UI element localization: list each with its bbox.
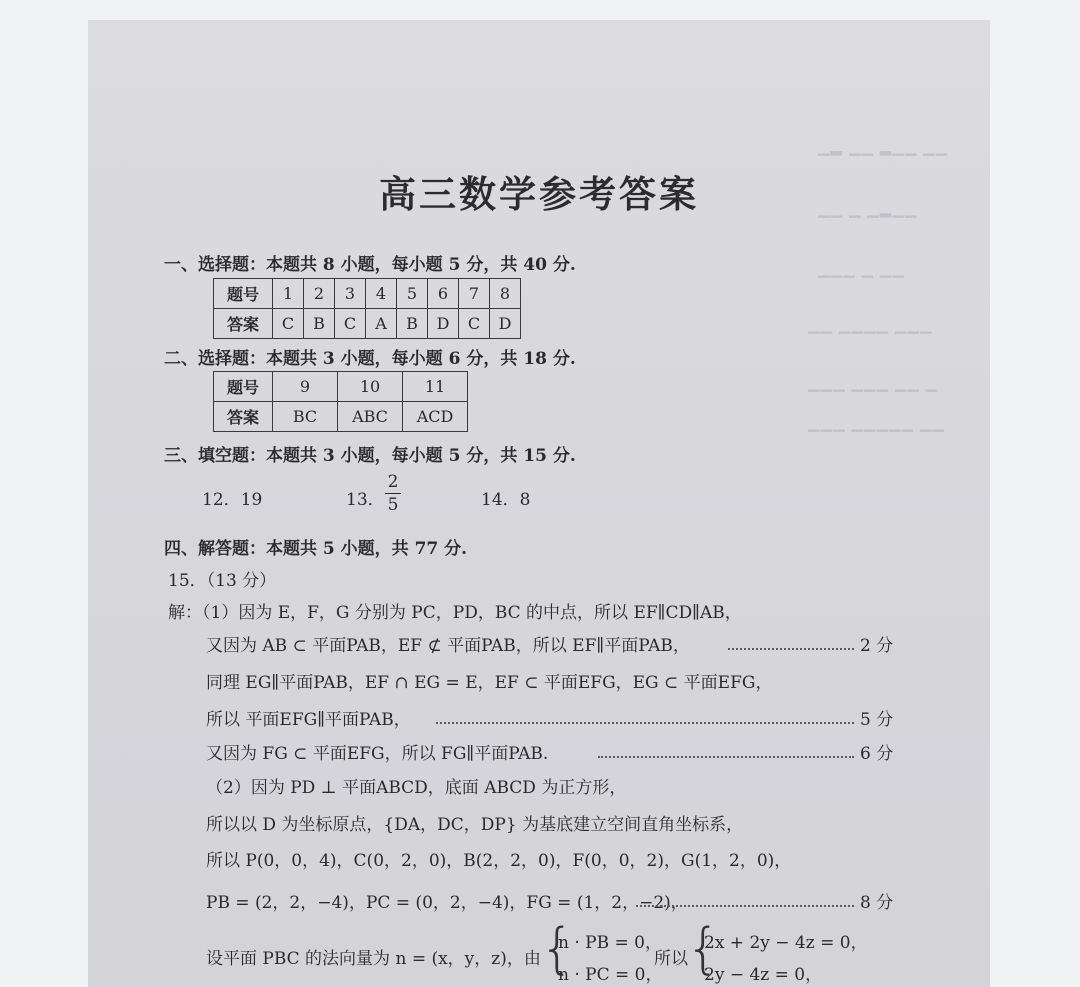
answer-13-label: 13． [346,490,385,510]
table-row [214,279,521,309]
question-15-label: 15．（13 分） [168,571,277,591]
score-label: 5 分 [860,710,894,730]
section4-heading: 四、解答题：本题共 5 小题，共 77 分. [164,539,468,559]
table-cell: A [366,309,397,339]
system1-eq2: n · PC = 0， [558,965,663,985]
system1-eq1: n · PB = 0， [558,933,662,953]
table-cell: 3 [335,279,366,309]
solution-line-5: 又因为 FG ⊂ 平面EFG，所以 FG∥平面PAB. [206,744,549,764]
table-row [214,402,468,432]
table-cell: 6 [428,279,459,309]
solution-line-4: 所以 平面EFG∥平面PAB， [206,710,411,730]
table-header-cell: 答案 [214,402,273,432]
system2-eq2: 2y − 4z = 0， [704,965,823,985]
section1-table [213,278,521,339]
answer-12: 12．19 [202,490,263,510]
score-leader-dots [436,722,854,724]
table-header-cell: 题号 [214,372,273,402]
table-cell: 11 [403,372,468,402]
solution-line-9: PB = (2，2，−4)，PC = (0，2，−4)，FG = (1，2，−2)， [206,893,688,913]
table-row [214,372,468,402]
table-cell: 5 [397,279,428,309]
table-header-cell: 答案 [214,309,273,339]
table-row [214,309,521,339]
system2-eq1: 2x + 2y − 4z = 0， [704,933,868,953]
page-title: 高三数学参考答案 [379,172,699,216]
score-label: 2 分 [860,636,894,656]
solution-line-3: 同理 EG∥平面PAB，EF ∩ EG = E，EF ⊂ 平面EFG，EG ⊂ 平面EFG， [206,673,773,693]
solution-line-6: （2）因为 PD ⊥ 平面ABCD，底面 ABCD 为正方形， [206,778,627,798]
table-cell: C [273,309,304,339]
section1-heading: 一、选择题：本题共 8 小题，每小题 5 分，共 40 分. [164,255,576,275]
bleed-through: ▁▂ ▁▁ ▂▁▁ ▁▁ [818,138,949,156]
table-cell: C [335,309,366,339]
table-cell: B [304,309,335,339]
fraction-denominator: 5 [387,495,399,515]
table-cell: 2 [304,279,335,309]
fraction-numerator: 2 [387,472,399,492]
solution-line-1: 解：（1）因为 E，F，G 分别为 PC，PD，BC 的中点，所以 EF∥CD∥AB， [168,603,742,623]
table-cell: D [428,309,459,339]
bleed-through: ▁▁ ▁▁▁▁ ▁▁▁ [808,316,933,334]
score-leader-dots [728,648,854,650]
answer-13-fraction [383,472,403,515]
section2-table [213,371,468,432]
solution-line-8: 所以 P(0，0，4)，C(0，2，0)，B(2，2，0)，F(0，0，2)，G(1，2，0)， [206,851,792,871]
table-cell: 1 [273,279,304,309]
solution-line-2: 又因为 AB ⊂ 平面PAB，EF ⊄ 平面PAB，所以 EF∥平面PAB， [206,636,690,656]
bleed-through: ▁▁▁ ▁ ▁▁ [818,260,905,278]
section2-heading: 二、选择题：本题共 3 小题，每小题 6 分，共 18 分. [164,349,576,369]
table-header-cell: 题号 [214,279,273,309]
table-cell: 4 [366,279,397,309]
table-cell: 9 [273,372,338,402]
table-cell: B [397,309,428,339]
table-cell: ACD [403,402,468,432]
left-brace-icon: { [686,917,721,980]
table-cell: 7 [459,279,490,309]
solution-line-7: 所以以 D 为坐标原点，{DA，DC，DP} 为基底建立空间直角坐标系， [206,815,744,835]
score-leader-dots [598,756,854,758]
score-label: 8 分 [860,893,894,913]
solution-line-10: 设平面 PBC 的法向量为 n = (x，y，z)，由 [206,949,541,969]
bleed-through: ▁▁▁ ▁▁▁▁▁ ▁▁ [808,414,945,432]
bleed-through: ▁▁ ▁ ▁▂▁▁ [818,200,918,218]
so-label: 所以 [654,949,688,969]
section3-heading: 三、填空题：本题共 3 小题，每小题 5 分，共 15 分. [164,446,576,466]
table-cell: 8 [490,279,521,309]
left-brace-icon: { [540,917,575,980]
fraction-bar [385,493,401,494]
table-cell: 10 [338,372,403,402]
table-cell: ABC [338,402,403,432]
table-cell: BC [273,402,338,432]
table-cell: D [490,309,521,339]
answer-14: 14．8 [481,490,531,510]
bleed-through: ▁▁▁ ▁▁▁ ▁▁ ▁ [808,374,939,392]
answer-sheet [88,20,990,987]
score-label: 6 分 [860,744,894,764]
table-cell: C [459,309,490,339]
score-leader-dots [636,905,854,907]
